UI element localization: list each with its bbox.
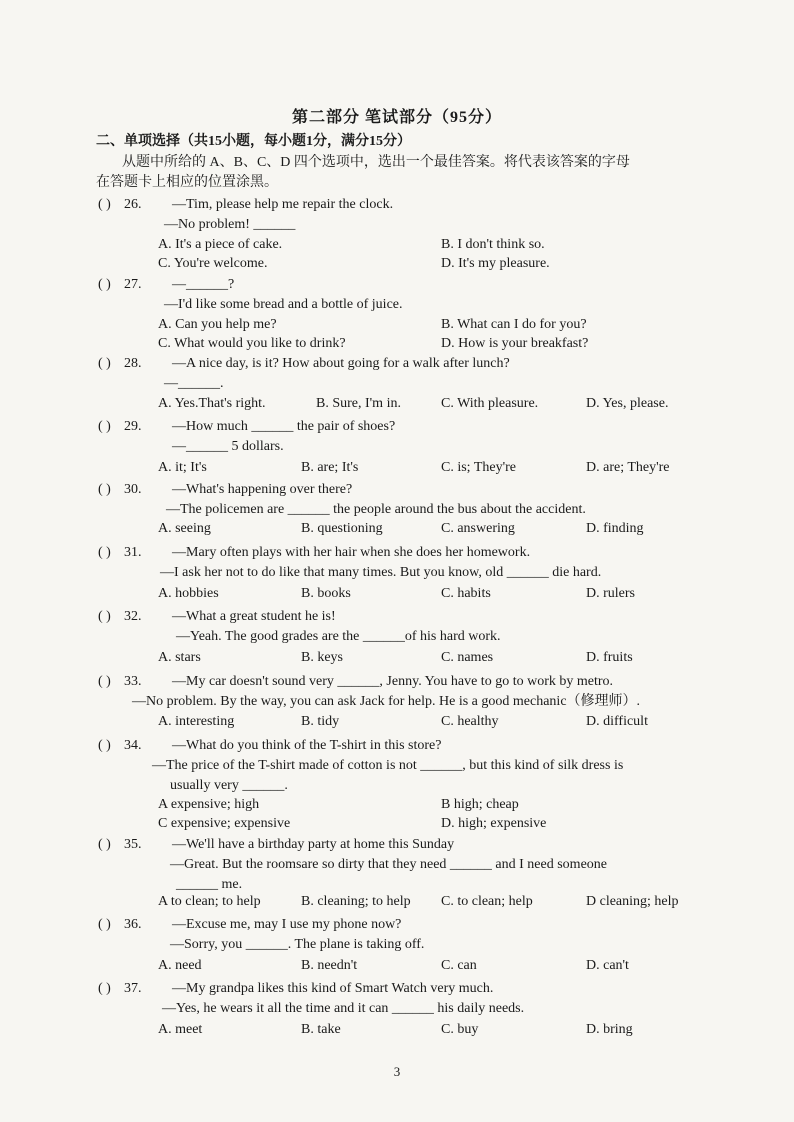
answer-option: D. It's my pleasure. <box>441 256 550 271</box>
answer-option: B. cleaning; to help <box>301 894 411 909</box>
answer-option: D. difficult <box>586 714 648 729</box>
answer-paren: ( ) <box>98 738 111 753</box>
answer-option: A. Yes.That's right. <box>158 396 266 411</box>
answer-paren: ( ) <box>98 356 111 371</box>
question-line: —______ 5 dollars. <box>172 439 284 454</box>
question-line: —My car doesn't sound very ______, Jenny. You have to go to work by metro. <box>172 674 614 689</box>
answer-option: B. are; It's <box>301 460 359 475</box>
question-line: —Yes, he wears it all the time and it can ______ his daily needs. <box>162 1001 525 1016</box>
answer-option: C. answering <box>441 521 515 536</box>
answer-option: B high; cheap <box>441 797 519 812</box>
section-heading: 二、单项选择（共15小题，每小题1分，满分15分） <box>96 134 411 149</box>
question-number: 34. <box>124 738 142 753</box>
answer-paren: ( ) <box>98 674 111 689</box>
answer-option: A. seeing <box>158 521 211 536</box>
question-line: —The policemen are ______ the people around the bus about the accident. <box>166 502 586 517</box>
answer-paren: ( ) <box>98 482 111 497</box>
question-line: —Sorry, you ______. The plane is taking off. <box>170 937 425 952</box>
answer-option: A. It's a piece of cake. <box>158 237 283 252</box>
answer-option: C. With pleasure. <box>441 396 539 411</box>
question-line: —Excuse me, may I use my phone now? <box>172 917 402 932</box>
answer-option: C. You're welcome. <box>158 256 268 271</box>
answer-option: C expensive; expensive <box>158 816 291 831</box>
answer-option: C. habits <box>441 586 491 601</box>
answer-option: D cleaning; help <box>586 894 679 909</box>
answer-option: C. is; They're <box>441 460 516 475</box>
question-number: 27. <box>124 277 142 292</box>
question-line: —______? <box>172 277 235 292</box>
answer-option: C. to clean; help <box>441 894 533 909</box>
page-title: 第二部分 笔试部分（95分） <box>291 109 502 126</box>
question-number: 31. <box>124 545 142 560</box>
question-number: 30. <box>124 482 142 497</box>
answer-paren: ( ) <box>98 609 111 624</box>
question-line: usually very ______. <box>170 778 288 793</box>
answer-option: D. high; expensive <box>441 816 547 831</box>
answer-option: A. interesting <box>158 714 235 729</box>
question-number: 32. <box>124 609 142 624</box>
answer-paren: ( ) <box>98 197 111 212</box>
answer-option: C. What would you like to drink? <box>158 336 346 351</box>
answer-option: D. bring <box>586 1022 633 1037</box>
question-line: —Great. But the roomsare so dirty that they need ______ and I need someone <box>170 857 607 872</box>
answer-option: A. stars <box>158 650 201 665</box>
answer-option: C. names <box>441 650 494 665</box>
answer-option: B. questioning <box>301 521 383 536</box>
answer-option: A. hobbies <box>158 586 219 601</box>
question-line: —What a great student he is! <box>172 609 336 624</box>
answer-option: D. rulers <box>586 586 635 601</box>
answer-option: B. tidy <box>301 714 340 729</box>
answer-paren: ( ) <box>98 419 111 434</box>
question-line: —The price of the T-shirt made of cotton is not ______, but this kind of silk dress is <box>152 758 624 773</box>
answer-paren: ( ) <box>98 917 111 932</box>
answer-option: A to clean; to help <box>158 894 261 909</box>
question-line: —No problem. By the way, you can ask Jack for help. He is a good mechanic（修理师）. <box>132 694 641 709</box>
answer-option: C. can <box>441 958 477 973</box>
question-number: 37. <box>124 981 142 996</box>
question-line: —Tim, please help me repair the clock. <box>172 197 394 212</box>
answer-option: D. fruits <box>586 650 633 665</box>
question-line: —______. <box>164 376 224 391</box>
question-line: —I'd like some bread and a bottle of juice. <box>164 297 403 312</box>
answer-option: B. needn't <box>301 958 358 973</box>
question-line: —My grandpa likes this kind of Smart Watch very much. <box>172 981 494 996</box>
question-number: 33. <box>124 674 142 689</box>
question-number: 28. <box>124 356 142 371</box>
question-line: ______ me. <box>176 877 243 892</box>
answer-option: B. What can I do for you? <box>441 317 587 332</box>
question-line: —We'll have a birthday party at home this Sunday <box>172 837 455 852</box>
answer-option: C. healthy <box>441 714 499 729</box>
answer-option: B. keys <box>301 650 343 665</box>
question-number: 36. <box>124 917 142 932</box>
answer-option: D. can't <box>586 958 629 973</box>
page-number: 3 <box>393 1064 401 1079</box>
question-line: —How much ______ the pair of shoes? <box>172 419 396 434</box>
question-line: —Mary often plays with her hair when she does her homework. <box>172 545 531 560</box>
question-line: —A nice day, is it? How about going for a walk after lunch? <box>172 356 510 371</box>
answer-option: A. need <box>158 958 202 973</box>
instruction-line-2: 在答题卡上相应的位置涂黑。 <box>96 175 278 190</box>
question-number: 26. <box>124 197 142 212</box>
question-line: —Yeah. The good grades are the ______of his hard work. <box>176 629 501 644</box>
instruction-line-1: 从题中所给的 A、B、C、D 四个选项中，选出一个最佳答案。将代表该答案的字母 <box>122 155 630 170</box>
answer-option: B. books <box>301 586 351 601</box>
answer-option: A. it; It's <box>158 460 207 475</box>
answer-paren: ( ) <box>98 837 111 852</box>
answer-paren: ( ) <box>98 277 111 292</box>
answer-option: A. Can you help me? <box>158 317 277 332</box>
answer-option: C. buy <box>441 1022 479 1037</box>
answer-option: D. finding <box>586 521 644 536</box>
question-number: 35. <box>124 837 142 852</box>
answer-option: D. are; They're <box>586 460 670 475</box>
question-line: —What's happening over there? <box>172 482 353 497</box>
question-line: —What do you think of the T-shirt in this store? <box>172 738 442 753</box>
answer-option: B. Sure, I'm in. <box>316 396 401 411</box>
answer-paren: ( ) <box>98 545 111 560</box>
answer-option: A expensive; high <box>158 797 260 812</box>
answer-option: D. Yes, please. <box>586 396 669 411</box>
answer-option: B. I don't think so. <box>441 237 545 252</box>
question-line: —I ask her not to do like that many times. But you know, old ______ die hard. <box>160 565 602 580</box>
question-line: —No problem! ______ <box>164 217 296 232</box>
answer-option: B. take <box>301 1022 341 1037</box>
answer-option: D. How is your breakfast? <box>441 336 589 351</box>
question-number: 29. <box>124 419 142 434</box>
answer-paren: ( ) <box>98 981 111 996</box>
answer-option: A. meet <box>158 1022 203 1037</box>
